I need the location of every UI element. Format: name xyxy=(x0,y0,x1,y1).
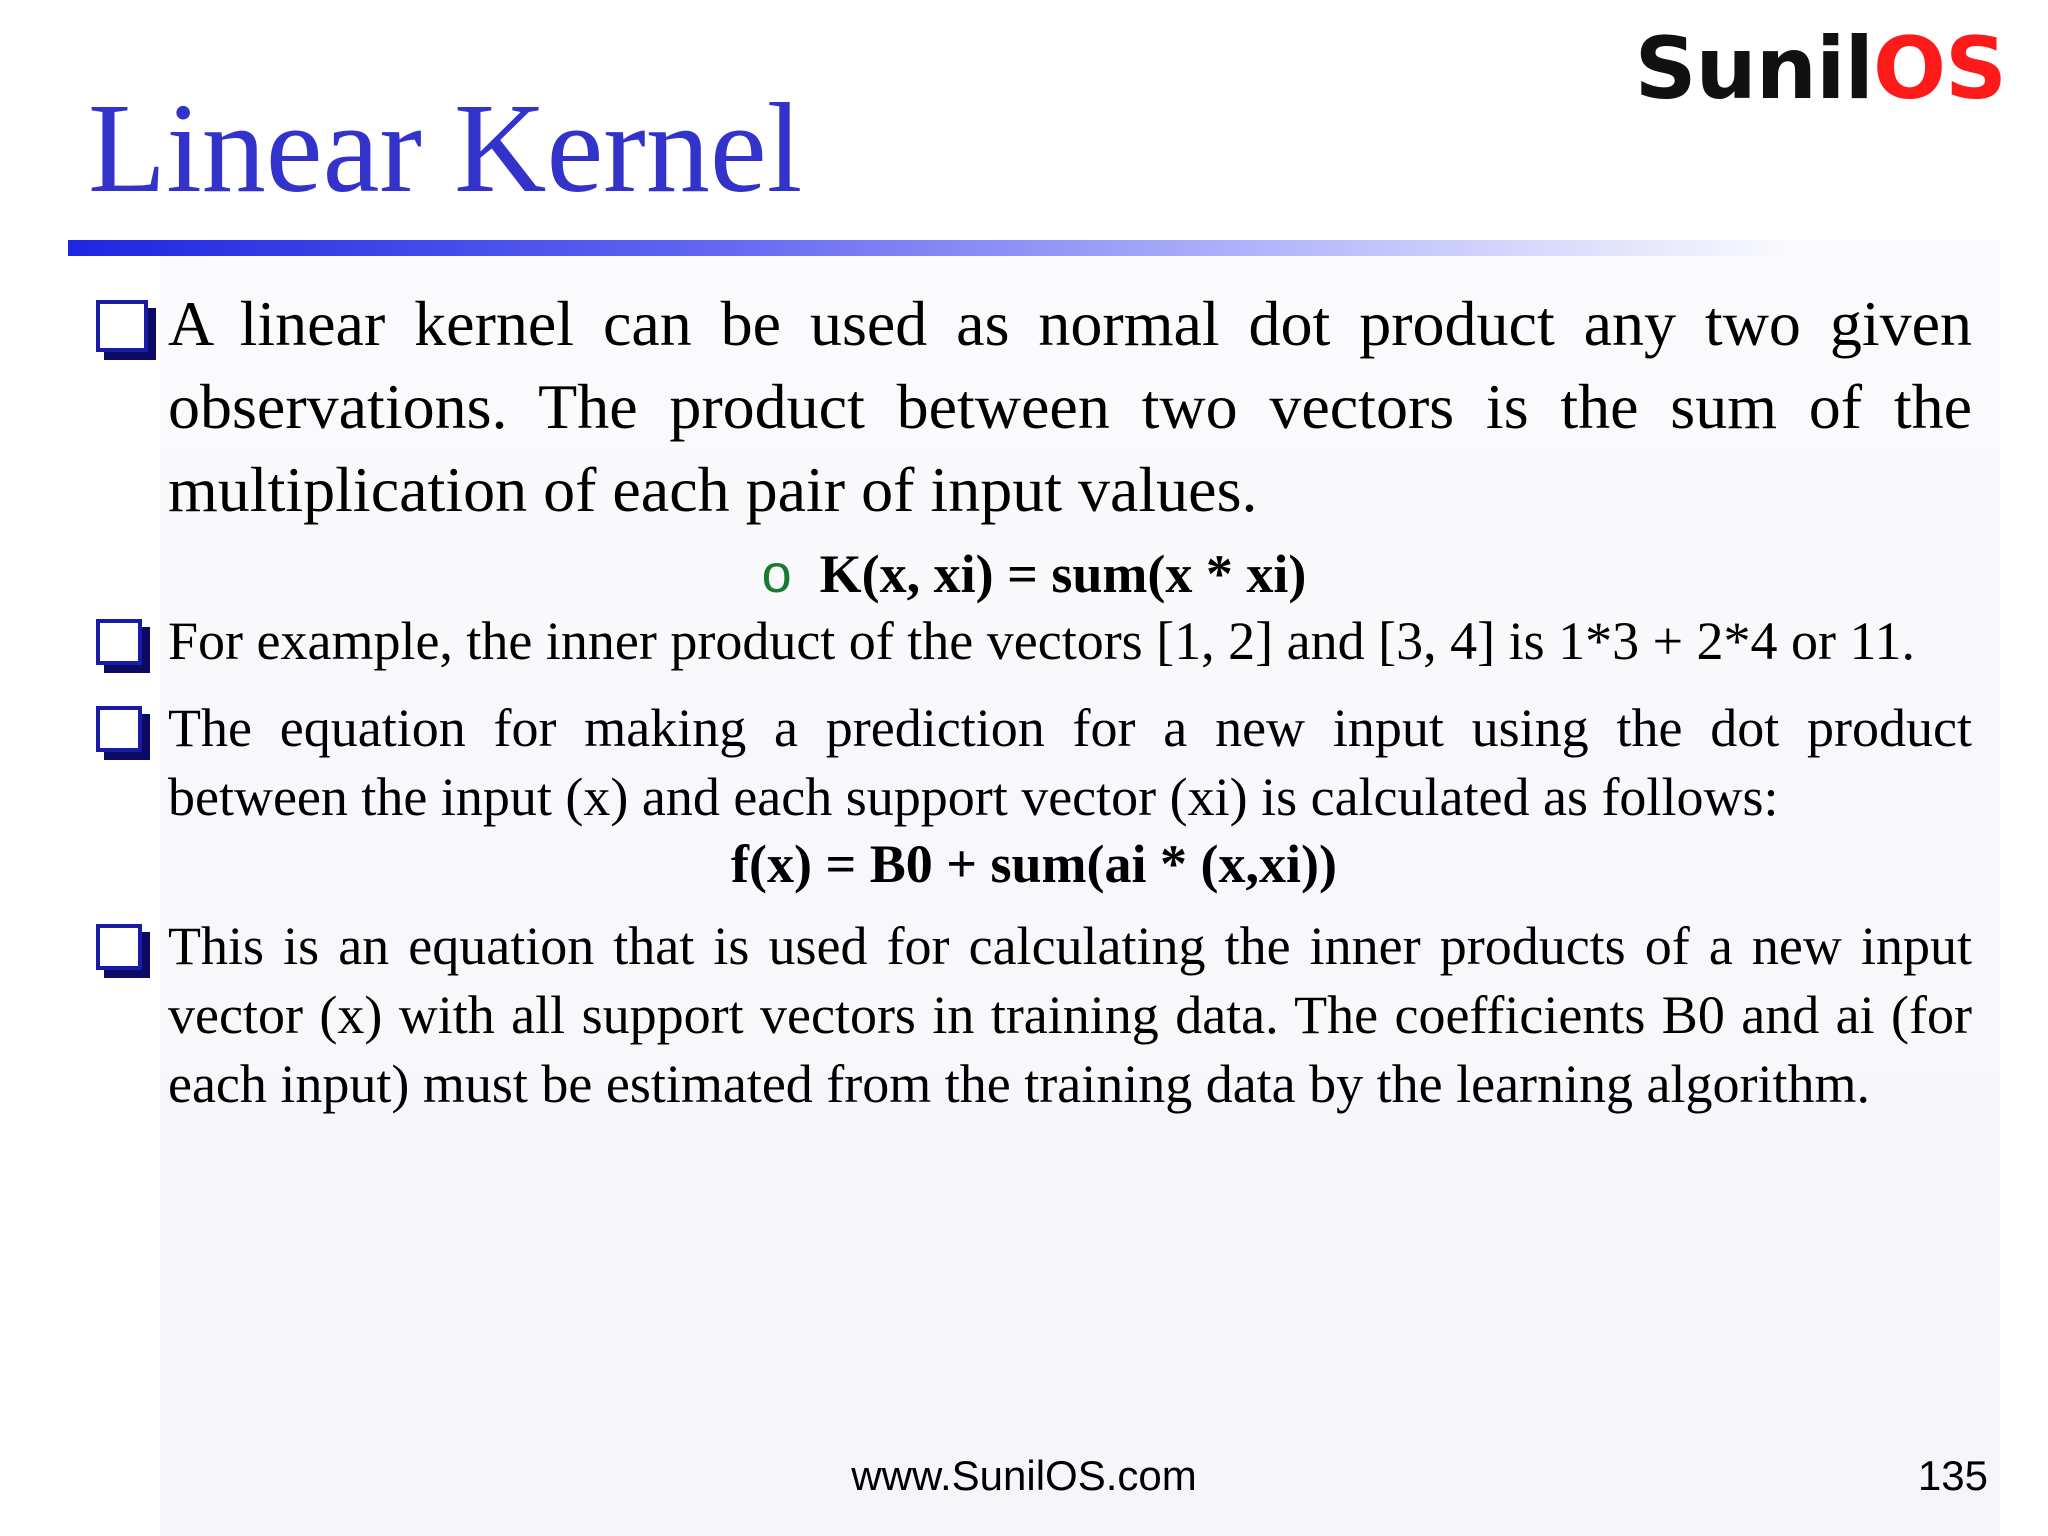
page-number: 135 xyxy=(1917,1452,1988,1499)
logo-text-sunil: Sunil xyxy=(1634,19,1873,119)
footer-url: www.SunilOS.com xyxy=(851,1452,1197,1499)
kernel-formula: K(x, xi) = sum(x * xi) xyxy=(819,544,1307,604)
bullet-item xyxy=(96,607,1972,676)
bullet-text: The equation for making a prediction for a new input using the dot product between the input (x) and each support vector (xi) is calculated as follows: xyxy=(168,698,1972,827)
checkbox-square-icon xyxy=(96,706,142,752)
circle-bullet-icon: o xyxy=(761,544,792,604)
slide-title: Linear Kernel xyxy=(88,77,803,219)
bullet-item xyxy=(96,282,1972,531)
prediction-formula: f(x) = B0 + sum(ai * (x,xi)) xyxy=(731,834,1337,894)
checkbox-square-icon xyxy=(96,300,148,352)
sub-bullet-item xyxy=(96,543,1972,605)
bullet-text: This is an equation that is used for calculating the inner products of a new input vector (x) with all support vectors in training data. The coefficients B0 and ai (for each input) must be estimated from the training data by the learning algorithm. xyxy=(168,916,1972,1114)
bullet-text: For example, the inner product of the vectors [1, 2] and [3, 4] is 1*3 + 2*4 or 11. xyxy=(168,611,1916,671)
logo-text-os: OS xyxy=(1872,19,2006,119)
title-underline xyxy=(68,240,1788,256)
checkbox-square-icon xyxy=(96,924,142,970)
bullet-text: A linear kernel can be used as normal dot product any two given observations. The product between two vectors is the sum of the multiplication of each pair of input values. xyxy=(168,288,1972,525)
bullet-item xyxy=(96,694,1972,832)
checkbox-square-icon xyxy=(96,619,142,665)
bullet-item xyxy=(96,912,1972,1119)
logo xyxy=(1634,19,2006,119)
slide-body xyxy=(96,282,1972,1119)
